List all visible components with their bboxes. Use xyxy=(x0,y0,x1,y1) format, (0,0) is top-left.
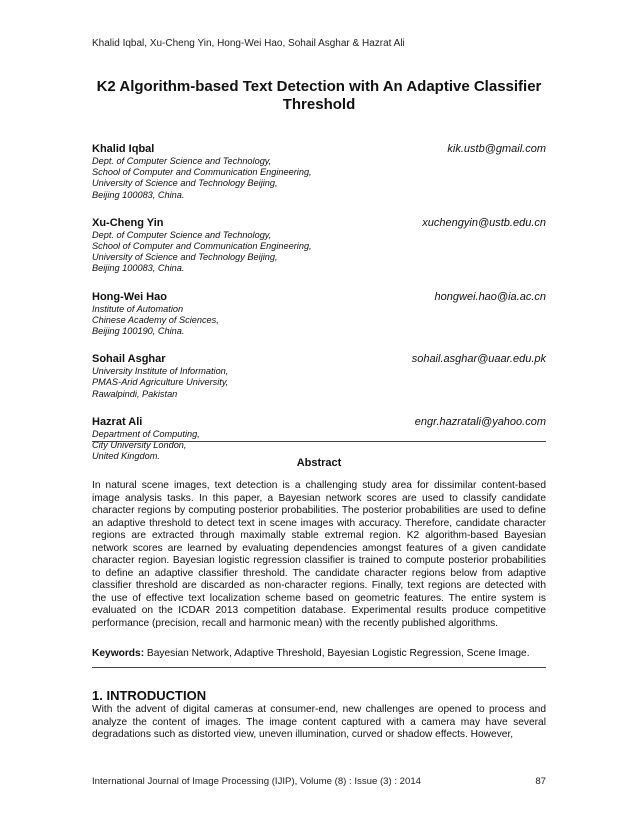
author-affiliation-line: PMAS-Arid Agriculture University, xyxy=(92,377,229,388)
footer-journal: International Journal of Image Processing (IJIP), Volume (8) : Issue (3) : 2014 xyxy=(92,776,422,787)
author-name: Khalid Iqbal xyxy=(92,143,155,155)
author-name: Hazrat Ali xyxy=(92,415,143,428)
keywords xyxy=(92,648,546,661)
author-email: kik.ustb@gmail.com xyxy=(447,143,546,155)
author-affiliation-line: Department of Computing, xyxy=(92,428,200,439)
author-block xyxy=(92,217,546,275)
author-affiliation-line: School of Computer and Communication Engineering, xyxy=(92,241,312,252)
keywords-label: Keywords: xyxy=(92,648,145,659)
abstract-text: In natural scene images, text detection is a challenging study area for dissimilar content-based image analysis tasks. In this paper, a Bayesian network scores are used to classify candidate character regions by computing posterior probabilities. The posterior probabilities are used to define an adaptive threshold to detect text in scene images with accuracy. Therefore, candidate character regions are extracted through maximally stable extremal region. K2 algorithm-based Bayesian network scores are learned by evaluating dependencies amongst features of a given candidate character region. Bayesian logistic regression classifier is trained to compute posterior probabilities to define an adaptive classifier threshold. The candidate character regions below from adaptive classifier threshold are discarded as non-character regions. Finally, text regions are detected with the use of effective text localization scheme based on geometric features. The entire system is evaluated on the ICDAR 2013 competition database. Experimental results produce competitive performance (precision, recall and harmonic mean) with the recently published algorithms. xyxy=(92,480,546,629)
author-email: sohail.asghar@uaar.edu.pk xyxy=(411,353,546,366)
author-name: Xu-Cheng Yin xyxy=(92,216,164,229)
author-affiliation-line: Dept. of Computer Science and Technology, xyxy=(92,229,272,240)
author-affiliation-line: University of Science and Technology Beijing, xyxy=(92,178,278,189)
author-affiliation-line: School of Computer and Communication Engineering, xyxy=(92,167,312,178)
author-email: hongwei.hao@ia.ac.cn xyxy=(434,290,546,303)
author-list xyxy=(92,143,546,478)
author-email: engr.hazratali@yahoo.com xyxy=(414,415,546,428)
author-affiliation-line: Dept. of Computer Science and Technology, xyxy=(92,156,272,166)
author-name: Sohail Asghar xyxy=(92,353,166,366)
author-block xyxy=(92,353,546,400)
abstract-heading: Abstract xyxy=(296,457,342,469)
section-text: With the advent of digital cameras at consumer-end, new challenges are opened to process and analyze the content of images. The image content captured with a camera may have several degradations such as distorted view, uneven illumination, curved or shadow effects. However, xyxy=(92,704,546,741)
author-affiliation-line: Beijing 100083, China. xyxy=(92,263,185,274)
author-block xyxy=(92,291,546,338)
section-heading: 1. INTRODUCTION xyxy=(92,688,207,703)
author-name: Hong-Wei Hao xyxy=(92,290,167,303)
author-affiliation-line: Beijing 100083, China. xyxy=(92,189,185,200)
author-affiliation-line: University Institute of Information, xyxy=(92,366,229,377)
page-number: 87 xyxy=(535,776,546,787)
paper-title: K2 Algorithm-based Text Detection with An Adaptive Classifier Threshold xyxy=(96,78,542,113)
author-affiliation-line: Chinese Academy of Sciences, xyxy=(92,314,219,325)
author-email: xuchengyin@ustb.edu.cn xyxy=(422,216,546,229)
divider-rule xyxy=(92,441,546,442)
author-block xyxy=(92,416,546,463)
divider-rule xyxy=(92,667,546,668)
author-affiliation-line: University of Science and Technology Beijing, xyxy=(92,252,278,263)
author-affiliation-line: United Kingdom. xyxy=(92,451,160,462)
running-header: Khalid Iqbal, Xu-Cheng Yin, Hong-Wei Hao, Sohail Asghar & Hazrat Ali xyxy=(92,38,405,49)
author-affiliation-line: Beijing 100190, China. xyxy=(92,326,185,337)
author-block xyxy=(92,143,546,201)
author-affiliation-line: Rawalpindi, Pakistan xyxy=(92,388,178,399)
author-affiliation-line: Institute of Automation xyxy=(92,303,184,314)
keywords-text: Bayesian Network, Adaptive Threshold, Bayesian Logistic Regression, Scene Image. xyxy=(144,648,530,659)
author-affiliation-line: City University London, xyxy=(92,440,187,451)
